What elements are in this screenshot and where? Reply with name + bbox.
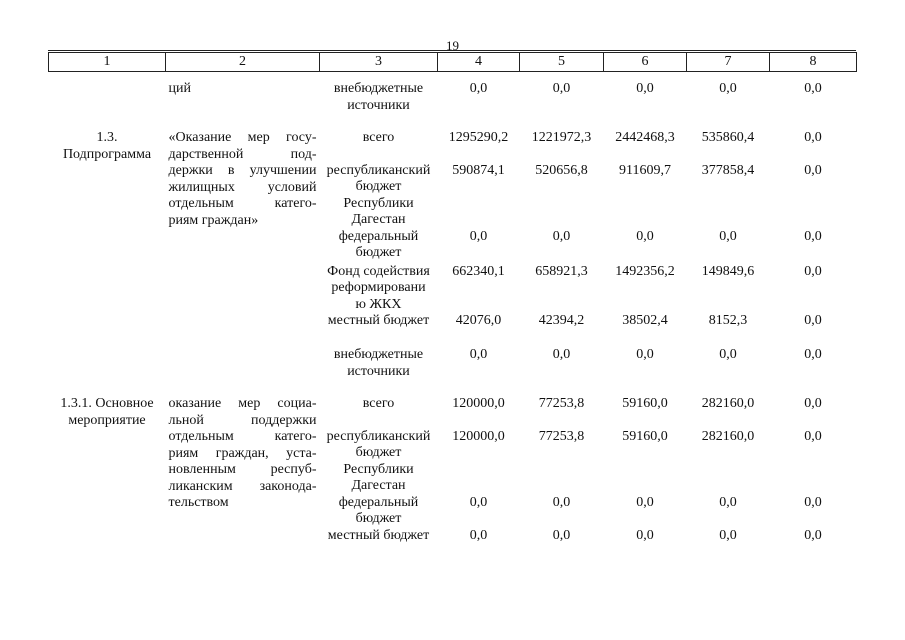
value-col6: 0,0 [636, 527, 654, 543]
value-col7: 0,0 [719, 81, 737, 96]
value-col5: 0,0 [552, 347, 571, 362]
table-row [49, 81, 857, 114]
value-col4: 590874,1 [452, 162, 505, 178]
value-col7: 0,0 [719, 347, 737, 362]
value-col5: 0,0 [552, 81, 571, 96]
col-header-5: 5 [520, 53, 604, 72]
value-col6: 911609,7 [619, 162, 671, 178]
value-col6: 1492356,2 [615, 263, 675, 279]
item-description: оказание мер социа- льной поддержки отдельным катего- риям граждан, уста- новленным респуб- ликанским законода- тельством [168, 396, 317, 510]
value-col4: 120000,0 [452, 396, 505, 411]
col-header-2: 2 [166, 53, 320, 72]
value-col6: 0,0 [636, 228, 654, 244]
funding-source: внебюджетные источники [333, 81, 424, 113]
col-header-4: 4 [438, 53, 520, 72]
value-col6: 2442468,3 [615, 130, 675, 145]
value-col4: 0,0 [469, 494, 488, 510]
value-col8: 0,0 [804, 313, 822, 328]
col-header-7: 7 [687, 53, 770, 72]
value-col5: 42394,2 [538, 313, 585, 328]
item-number: 1.3. Подпрограмма [62, 130, 152, 162]
header-rule [48, 50, 856, 51]
column-number-row [49, 53, 857, 72]
value-col8: 0,0 [804, 263, 822, 279]
value-col6: 0,0 [636, 347, 654, 362]
funding-source: всего [362, 396, 395, 411]
funding-source: Фонд содействия реформировани ю ЖКХ [327, 263, 430, 312]
funding-source: федеральный бюджет [338, 228, 419, 260]
value-col6: 59160,0 [622, 428, 668, 444]
col-header-3: 3 [320, 53, 438, 72]
table-row [49, 130, 857, 147]
value-col4: 0,0 [469, 347, 488, 362]
funding-source: всего [362, 130, 395, 145]
budget-table [48, 52, 857, 544]
value-col5: 520656,8 [535, 162, 588, 178]
item-description: ций [168, 81, 191, 96]
value-col6: 59160,0 [622, 396, 668, 411]
value-col8: 0,0 [804, 494, 822, 510]
value-col5: 0,0 [552, 494, 571, 510]
value-col7: 282160,0 [701, 428, 755, 444]
funding-source: местный бюджет [327, 527, 430, 543]
table-row [49, 396, 857, 413]
value-col8: 0,0 [804, 428, 822, 444]
value-col4: 42076,0 [455, 313, 502, 328]
value-col4: 0,0 [469, 228, 488, 244]
value-col4: 0,0 [469, 81, 488, 96]
value-col8: 0,0 [804, 228, 822, 244]
value-col8: 0,0 [804, 527, 822, 543]
value-col5: 1221972,3 [531, 130, 592, 145]
value-col4: 1295290,2 [448, 130, 509, 145]
funding-source: республиканский бюджет Республики Дагестан [326, 428, 431, 493]
value-col4: 662340,1 [452, 263, 505, 279]
value-col7: 535860,4 [701, 130, 755, 145]
value-col7: 8152,3 [708, 313, 748, 328]
col-header-1: 1 [49, 53, 166, 72]
value-col7: 377858,4 [701, 162, 755, 178]
value-col5: 77253,8 [538, 396, 585, 411]
value-col8: 0,0 [804, 162, 822, 178]
funding-source: федеральный бюджет [338, 494, 419, 526]
value-col4: 0,0 [469, 527, 488, 543]
item-description: «Оказание мер госу- дарственной под- держки в улучшении жилищных условий отдельным катего- риям граждан» [168, 130, 317, 228]
value-col6: 0,0 [636, 494, 654, 510]
value-col7: 149849,6 [701, 263, 755, 279]
col-header-6: 6 [604, 53, 687, 72]
funding-source: республиканский бюджет Республики Дагестан [326, 162, 431, 227]
value-col8: 0,0 [804, 130, 822, 145]
value-col7: 282160,0 [701, 396, 755, 411]
value-col6: 0,0 [636, 81, 654, 96]
value-col5: 0,0 [552, 228, 571, 244]
funding-source: внебюджетные источники [333, 347, 424, 379]
value-col6: 38502,4 [622, 313, 668, 328]
funding-source: местный бюджет [327, 313, 430, 328]
value-col8: 0,0 [804, 81, 822, 96]
value-col7: 0,0 [719, 527, 737, 543]
value-col7: 0,0 [719, 228, 737, 244]
value-col8: 0,0 [804, 347, 822, 362]
page-number: 19 [446, 38, 459, 53]
value-col7: 0,0 [719, 494, 737, 510]
col-header-8: 8 [770, 53, 857, 72]
value-col5: 77253,8 [538, 428, 585, 444]
item-number: 1.3.1. Основное мероприятие [60, 396, 154, 428]
value-col5: 658921,3 [535, 263, 588, 279]
value-col5: 0,0 [552, 527, 571, 543]
value-col8: 0,0 [804, 396, 822, 411]
item-number [49, 81, 166, 114]
value-col4: 120000,0 [452, 428, 505, 444]
